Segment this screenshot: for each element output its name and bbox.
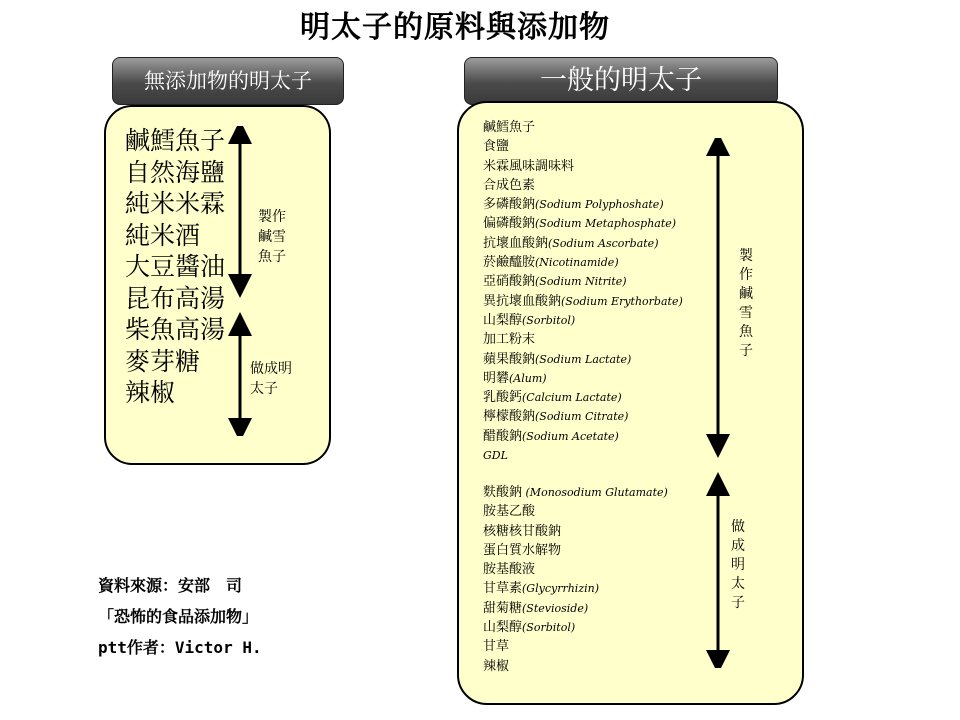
additive-item bbox=[483, 483, 668, 502]
additive-english-name: (Sodium Citrate) bbox=[535, 410, 629, 424]
additive-item bbox=[483, 599, 668, 618]
additive-chinese-name: 胺基乙酸 bbox=[483, 504, 536, 520]
ingredient-item: 柴魚高湯 bbox=[125, 315, 226, 344]
additive-chinese-name: 抗壞血酸鈉 bbox=[483, 235, 549, 251]
additive-item bbox=[483, 446, 683, 465]
additive-english-name: (Sodium Nitrite) bbox=[535, 275, 627, 289]
additive-item bbox=[483, 407, 683, 426]
additive-item bbox=[483, 522, 668, 541]
additive-item bbox=[483, 618, 668, 637]
additive-chinese-name: 鹹鱈魚子 bbox=[483, 120, 536, 135]
additive-english-name: (Sorbitol) bbox=[522, 313, 576, 327]
ingredient-item: 昆布高湯 bbox=[125, 283, 226, 313]
additive-item bbox=[483, 292, 683, 311]
additive-english-name: (Sodium Metaphosphate) bbox=[535, 217, 677, 231]
source-line-1: 資料來源：安部 司 bbox=[98, 576, 243, 595]
additive-item bbox=[483, 214, 683, 233]
additive-item bbox=[483, 657, 668, 676]
right-stage2-label: 做 成 明 太 子 bbox=[731, 519, 745, 611]
additive-english-name: (Sodium Ascorbate) bbox=[548, 236, 659, 250]
additive-item bbox=[483, 195, 683, 214]
ingredient-item: 純米酒 bbox=[125, 220, 201, 250]
additive-chinese-name: 明礬 bbox=[483, 370, 510, 386]
additive-english-name: (Alum) bbox=[509, 371, 547, 385]
no-additives-ingredient-list bbox=[125, 125, 225, 409]
additive-item bbox=[483, 272, 683, 291]
additive-item bbox=[483, 137, 683, 156]
additive-english-name: GDL bbox=[483, 449, 508, 463]
additive-chinese-name: 甜菊糖 bbox=[483, 600, 523, 616]
additive-chinese-name: 菸鹼醯胺 bbox=[483, 255, 536, 271]
left-stage1-label: 製作 鹹雪 魚子 bbox=[258, 209, 286, 265]
ingredient-item: 純米米霖 bbox=[125, 189, 226, 218]
additive-chinese-name: 核糖核甘酸鈉 bbox=[483, 523, 562, 539]
additive-english-name: (Nicotinamide) bbox=[535, 256, 619, 270]
additive-english-name: (Sodium Erythorbate) bbox=[561, 294, 683, 308]
additive-english-name: (Sodium Polyphoshate) bbox=[535, 198, 664, 212]
additive-chinese-name: 蘋果酸鈉 bbox=[483, 351, 536, 367]
ingredient-item: 鹹鱈魚子 bbox=[125, 126, 226, 155]
additive-item bbox=[483, 637, 668, 656]
additive-chinese-name: 蛋白質水解物 bbox=[483, 542, 562, 558]
additive-chinese-name: 乳酸鈣 bbox=[483, 390, 523, 406]
additive-item bbox=[483, 388, 683, 407]
additive-english-name: (Glycyrrhizin) bbox=[522, 582, 600, 596]
additive-english-name: (Sodium Lactate) bbox=[535, 352, 632, 366]
additive-chinese-name: 食鹽 bbox=[483, 139, 510, 155]
right-stage1-label: 製 作 鹹 雪 魚 子 bbox=[739, 248, 753, 359]
additive-chinese-name: 辣椒 bbox=[483, 658, 510, 674]
left-arrows bbox=[228, 126, 252, 436]
additive-chinese-name: 胺基酸液 bbox=[483, 562, 536, 578]
ingredient-item: 麥芽糖 bbox=[125, 346, 201, 376]
additive-item bbox=[483, 427, 683, 446]
additive-english-name: (Sodium Acetate) bbox=[522, 429, 619, 443]
additive-english-name: (Stevioside) bbox=[522, 601, 589, 615]
page-title: 明太子的原料與添加物 bbox=[300, 10, 610, 45]
additive-chinese-name: 異抗壞血酸鈉 bbox=[483, 293, 562, 309]
additive-english-name: (Calcium Lactate) bbox=[522, 391, 622, 405]
additive-chinese-name: 檸檬酸鈉 bbox=[483, 409, 536, 425]
additive-item bbox=[483, 157, 683, 176]
ingredient-item: 大豆醬油 bbox=[125, 252, 226, 281]
additive-item bbox=[483, 579, 668, 598]
additive-chinese-name: 甘草素 bbox=[483, 581, 523, 597]
additive-item bbox=[483, 311, 683, 330]
additive-item bbox=[483, 234, 683, 253]
additive-chinese-name: 醋酸鈉 bbox=[483, 428, 523, 444]
source-line-3: ptt作者：Victor H. bbox=[98, 638, 262, 657]
ingredient-item: 辣椒 bbox=[125, 378, 176, 407]
additive-chinese-name: 米霖風味調味料 bbox=[483, 158, 575, 174]
additive-item bbox=[483, 560, 668, 579]
left-stage2-label: 做成明 太子 bbox=[250, 361, 292, 397]
regular-roe-additive-list bbox=[483, 118, 683, 465]
additive-item bbox=[483, 330, 683, 349]
additive-item bbox=[483, 253, 683, 272]
additive-chinese-name: 加工粉末 bbox=[483, 332, 536, 348]
header-regular: 一般的明太子 bbox=[464, 57, 778, 105]
additive-chinese-name: 合成色素 bbox=[483, 177, 536, 193]
additive-item bbox=[483, 176, 683, 195]
right-arrows bbox=[706, 138, 730, 668]
additive-english-name: (Sorbitol) bbox=[522, 621, 576, 635]
additive-english-name: (Monosodium Glutamate) bbox=[522, 486, 668, 499]
ingredient-item: 自然海鹽 bbox=[125, 157, 226, 187]
source-line-2: 「恐怖的食品添加物」 bbox=[98, 607, 259, 626]
header-no-additives: 無添加物的明太子 bbox=[112, 57, 344, 105]
regular-mentaiko-additive-list bbox=[483, 483, 668, 676]
additive-chinese-name: 山梨醇 bbox=[483, 312, 523, 328]
additive-chinese-name: 亞硝酸鈉 bbox=[483, 274, 536, 290]
additive-chinese-name: 山梨醇 bbox=[483, 620, 523, 636]
additive-item bbox=[483, 502, 668, 521]
additive-chinese-name: 多磷酸鈉 bbox=[483, 197, 536, 213]
additive-item bbox=[483, 350, 683, 369]
additive-chinese-name: 麩酸鈉 bbox=[483, 485, 523, 500]
additive-chinese-name: 甘草 bbox=[483, 639, 510, 655]
additive-chinese-name: 偏磷酸鈉 bbox=[483, 216, 536, 232]
additive-item bbox=[483, 369, 683, 388]
additive-item bbox=[483, 118, 683, 137]
additive-item bbox=[483, 541, 668, 560]
